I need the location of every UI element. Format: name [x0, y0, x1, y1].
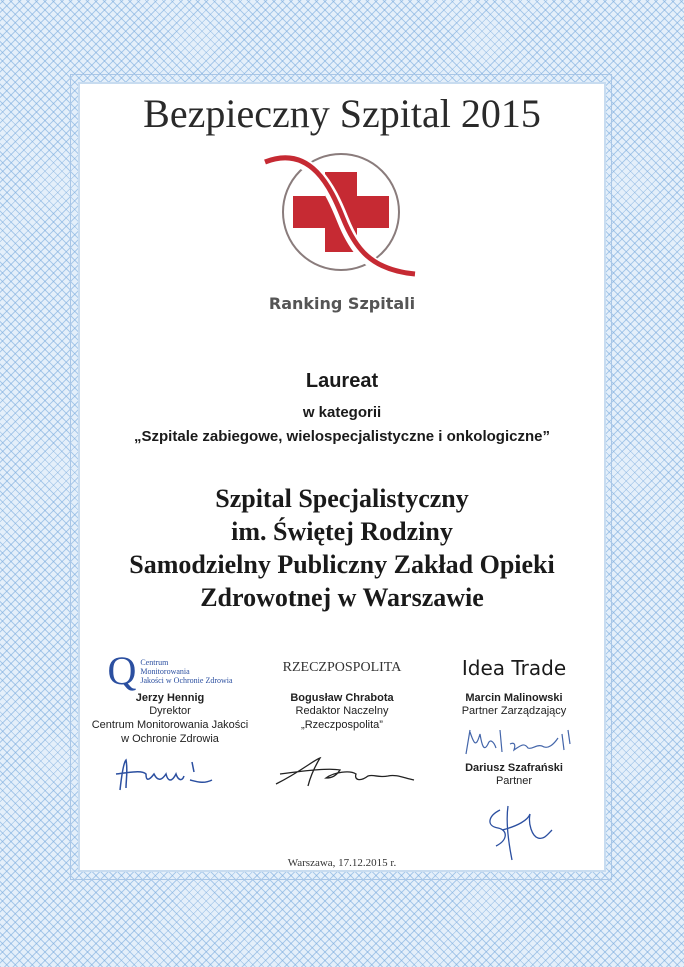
laureat-heading: Laureat — [305, 370, 379, 392]
red-cross-icon — [261, 150, 421, 280]
signatory-role: Partner — [495, 775, 533, 787]
signatory-role: Dyrektor — [149, 705, 191, 717]
issue-date: Warszawa, 17.12.2015 r. — [287, 857, 397, 869]
signatory-role: Partner Zarządzający — [461, 705, 567, 717]
signatory-szafranski — [404, 762, 624, 788]
idea-trade-logo: Idea Trade — [461, 656, 567, 680]
signatory-name: Jerzy Hennig — [135, 692, 205, 704]
signatory-role: w Ochronie Zdrowia — [121, 733, 219, 745]
cmj-logo-line: Monitorowania — [140, 666, 190, 676]
hennig-signature — [112, 752, 222, 794]
category-name: „Szpitale zabiegowe, wielospecjalistyczne i onkologiczne” — [134, 428, 550, 445]
certificate-title: Bezpieczny Szpital 2015 — [143, 91, 541, 136]
signatory-name: Bogusław Chrabota — [290, 692, 394, 704]
rzeczpospolita-logo: RZECZPOSPOLITA — [282, 660, 402, 675]
szafranski-signature — [478, 800, 558, 864]
signatory-idea-trade — [404, 650, 624, 718]
hospital-line: Samodzielny Publiczny Zakład Opieki — [129, 550, 555, 579]
ranking-logo — [261, 150, 421, 280]
cmj-logo-line: Centrum — [140, 657, 169, 667]
malinowski-signature — [460, 724, 580, 758]
signatory-name: Dariusz Szafrański — [465, 762, 563, 774]
hospital-line: Szpital Specjalistyczny — [215, 484, 469, 513]
signatory-role: „Rzeczpospolita” — [301, 719, 383, 731]
hospital-line: im. Świętej Rodziny — [231, 517, 453, 546]
cmj-q-icon: Q — [107, 648, 137, 693]
hospital-name — [0, 482, 684, 614]
category-intro: w kategorii — [302, 404, 382, 421]
signatory-role: Centrum Monitorowania Jakości — [91, 719, 249, 731]
hospital-line: Zdrowotnej w Warszawie — [200, 583, 484, 612]
chrabota-signature — [270, 752, 420, 792]
signatory-name: Marcin Malinowski — [465, 692, 563, 704]
cmj-logo-line: Jakości w Ochronie Zdrowia — [140, 675, 233, 685]
signatory-role: Redaktor Naczelny — [295, 705, 389, 717]
ranking-label: Ranking Szpitali — [268, 294, 416, 313]
